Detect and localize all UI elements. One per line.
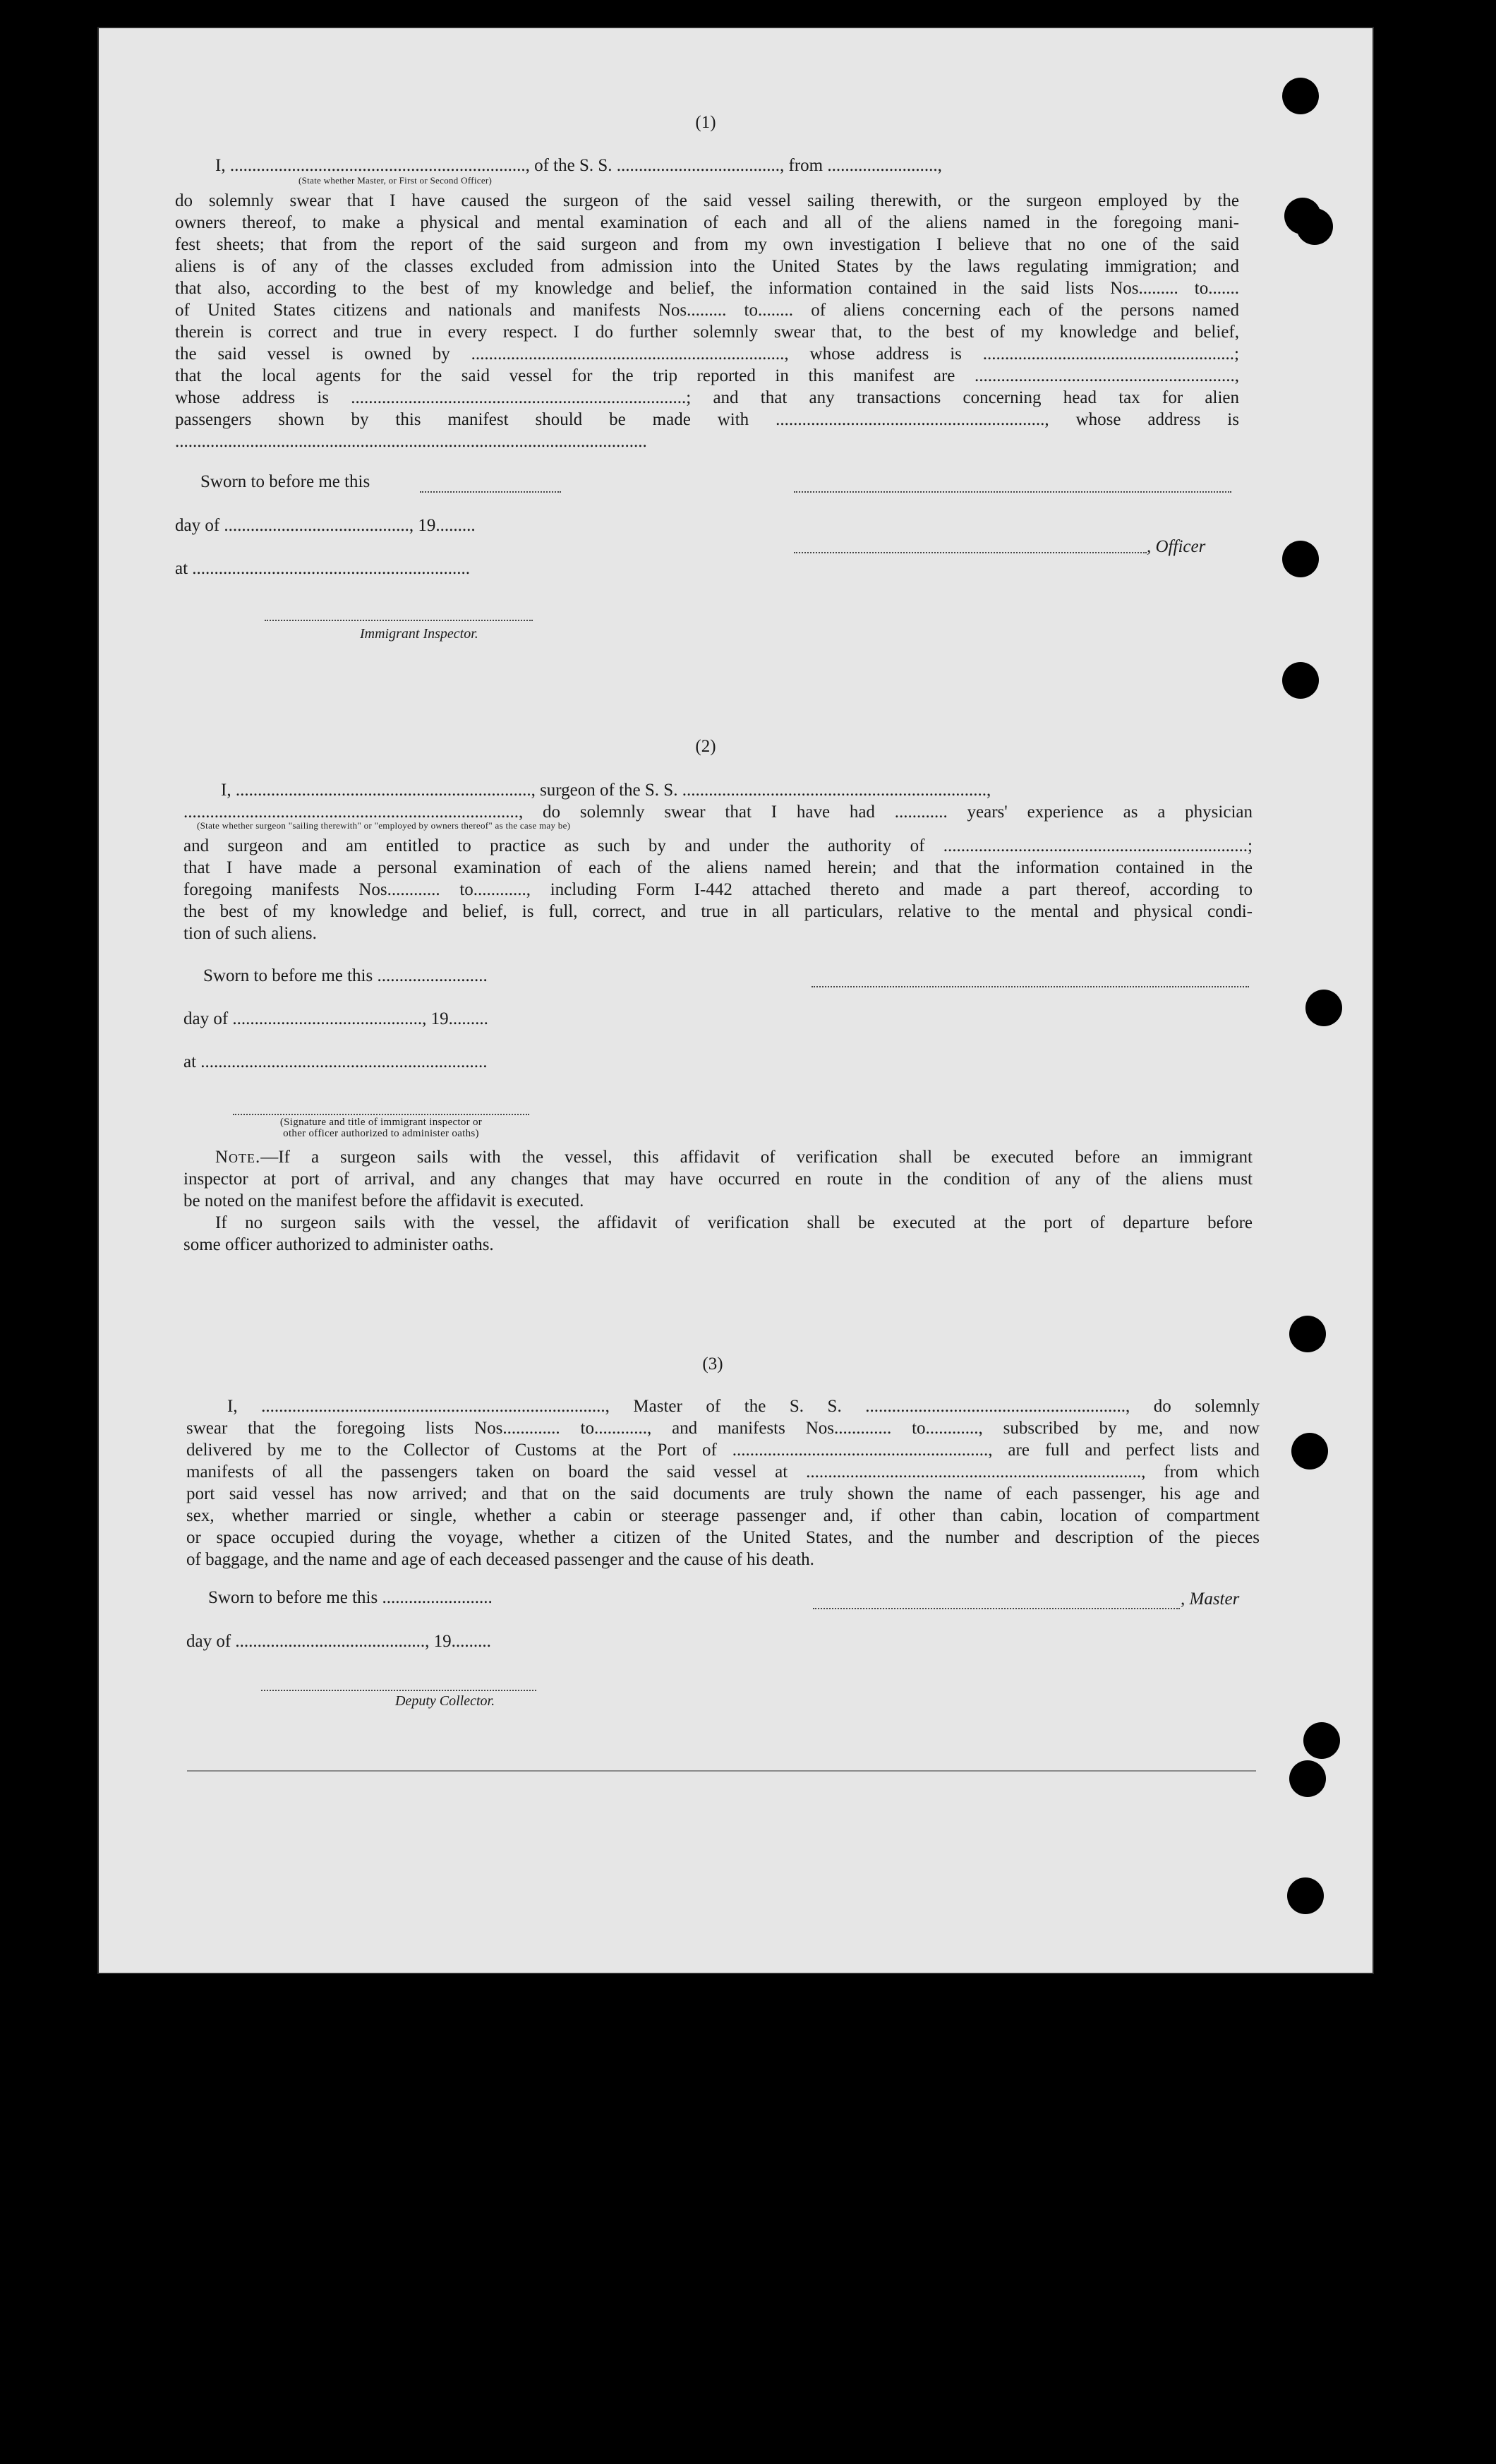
section-1-inspector: Immigrant Inspector. xyxy=(360,626,478,642)
section-1-body: that the local agents for the said vessel for the trip reported in this manifest are ..........................................................., xyxy=(175,366,1239,385)
section-2-inspector-line xyxy=(233,1114,529,1115)
section-1-number: (1) xyxy=(695,113,716,132)
section-3-body: delivered by me to the Collector of Customs at the Port of .........................................................., are full and perfect lists and xyxy=(186,1441,1260,1460)
section-1-day: day of .........................................., 19......... xyxy=(175,516,476,535)
section-1-officer: , Officer xyxy=(1147,537,1206,556)
section-2-at: at ................................................................. xyxy=(183,1052,488,1071)
note-line: inspector at port of arrival, and any changes that may have occurred en route in the condition of any of the aliens must xyxy=(183,1170,1253,1189)
note-label: Note. xyxy=(215,1148,261,1167)
section-1-body: of United States citizens and nationals and manifests Nos......... to........ of aliens concerning each of the persons named xyxy=(175,301,1239,320)
punch-hole xyxy=(1289,1316,1326,1352)
punch-hole xyxy=(1282,541,1319,577)
section-1-body: therein is correct and true in every respect. I do further solemnly swear that, to the best of my knowledge and belief, xyxy=(175,323,1239,342)
punch-hole xyxy=(1287,1877,1324,1914)
section-2-line-1: I, ..................................................................., surgeon of the S. S. ....................................................................., xyxy=(221,781,991,800)
section-3-number: (3) xyxy=(702,1354,723,1374)
note-line: be noted on the manifest before the affidavit is executed. xyxy=(183,1191,584,1210)
section-3-master-line xyxy=(813,1608,1180,1609)
section-1-body: owners thereof, to make a physical and mental examination of each and all of the aliens named in the foregoing mani- xyxy=(175,213,1239,232)
section-1-signature-line xyxy=(794,491,1231,493)
section-2-line-2: ............................................................................, do solemnly swear that I have had ............ years' experience as a physician xyxy=(183,803,1253,822)
section-1-body: the said vessel is owned by ......................................................................., whose address is .........................................................; xyxy=(175,344,1239,363)
section-1-officer-note: (State whether Master, or First or Second Officer) xyxy=(298,175,493,186)
punch-hole xyxy=(1282,78,1319,114)
section-2-body: that I have made a personal examination of each of the aliens named herein; and that the information contained in the xyxy=(183,858,1253,877)
punch-hole xyxy=(1291,1433,1328,1470)
section-2-body: the best of my knowledge and belief, is full, correct, and true in all particulars, relative to the mental and physical condi- xyxy=(183,902,1253,921)
section-2-body: foregoing manifests Nos............ to............, including Form I-442 attached thereto and made a part thereof, according to xyxy=(183,880,1253,899)
section-1-officer-line xyxy=(794,552,1147,553)
note-line: If no surgeon sails with the vessel, the affidavit of verification shall be executed at the port of departure before xyxy=(215,1213,1253,1232)
section-1-sworn-line xyxy=(420,491,561,493)
section-2-signature-caption: (Signature and title of immigrant inspector or xyxy=(279,1117,483,1128)
section-3-master: , Master xyxy=(1181,1589,1240,1609)
note-line: some officer authorized to administer oaths. xyxy=(183,1235,494,1254)
section-3-body: manifests of all the passengers taken on board the said vessel at ............................................................................, from which xyxy=(186,1462,1260,1482)
section-3-body: of baggage, and the name and age of each deceased passenger and the cause of his death. xyxy=(186,1550,814,1569)
section-2-day: day of ..........................................., 19......... xyxy=(183,1009,488,1028)
note-text: —If a surgeon sails with the vessel, this affidavit of verification shall be executed before an immigrant xyxy=(260,1148,1253,1167)
section-3-body: swear that the foregoing lists Nos............. to............, and manifests Nos............. to............, subscribed by me, and now xyxy=(186,1419,1260,1438)
section-2-number: (2) xyxy=(695,737,716,756)
section-2-sworn: Sworn to before me this ......................... xyxy=(203,966,488,985)
section-2-signature-caption: other officer authorized to administer oaths) xyxy=(283,1128,479,1139)
section-1-at: at ............................................................... xyxy=(175,559,471,578)
section-3-line-1: I, .............................................................................., Master of the S. S. ..........................................................., do solemnly xyxy=(227,1397,1260,1416)
section-2-signature-line xyxy=(812,986,1249,987)
section-1-body: whose address is ............................................................................; and that any transactions concerning head tax for alien xyxy=(175,388,1239,407)
section-3-body: port said vessel has now arrived; and that on the said documents are truly shown the name of each passenger, his age and xyxy=(186,1484,1260,1503)
punch-hole xyxy=(1282,662,1319,699)
punch-hole xyxy=(1289,1760,1326,1797)
section-3-body: sex, whether married or single, whether a cabin or steerage passenger and, if other than cabin, location of compartment xyxy=(186,1506,1260,1525)
section-1-body: ........................................................................................................... xyxy=(175,432,647,451)
note-line xyxy=(183,1146,1253,1168)
section-2-surgeon-note: (State whether surgeon "sailing therewith" or "employed by owners thereof" as the case may be) xyxy=(197,820,571,831)
document-page xyxy=(99,28,1373,1973)
section-1-body: aliens is of any of the classes excluded from admission into the United States by the laws regulating immigration; and xyxy=(175,257,1239,276)
section-3-collector: Deputy Collector. xyxy=(395,1693,495,1709)
punch-hole xyxy=(1305,990,1342,1026)
section-1-body: that also, according to the best of my knowledge and belief, the information contained in the said lists Nos......... to....... xyxy=(175,279,1239,298)
section-1-body: fest sheets; that from the report of the said surgeon and from my own investigation I believe that no one of the said xyxy=(175,235,1239,254)
section-2-body: and surgeon and am entitled to practice as such by and under the authority of .....................................................................; xyxy=(183,836,1253,855)
section-1-body: passengers shown by this manifest should be made with ............................................................., whose address is xyxy=(175,410,1239,429)
section-1-sworn: Sworn to before me this xyxy=(200,472,370,491)
section-3-day: day of ..........................................., 19......... xyxy=(186,1632,491,1651)
section-2-body: tion of such aliens. xyxy=(183,924,317,943)
punch-hole xyxy=(1303,1722,1340,1759)
bottom-rule xyxy=(187,1770,1256,1772)
punch-hole xyxy=(1296,208,1333,245)
section-3-sworn: Sworn to before me this ......................... xyxy=(208,1588,493,1607)
section-1-line-1: I, ..................................................................., of the S. S. ....................................., from ........................., xyxy=(215,156,942,175)
section-1-body: do solemnly swear that I have caused the surgeon of the said vessel sailing therewith, or the surgeon employed by the xyxy=(175,191,1239,210)
section-1-inspector-line xyxy=(265,620,533,621)
section-3-body: or space occupied during the voyage, whether a citizen of the United States, and the number and description of the pieces xyxy=(186,1528,1260,1547)
